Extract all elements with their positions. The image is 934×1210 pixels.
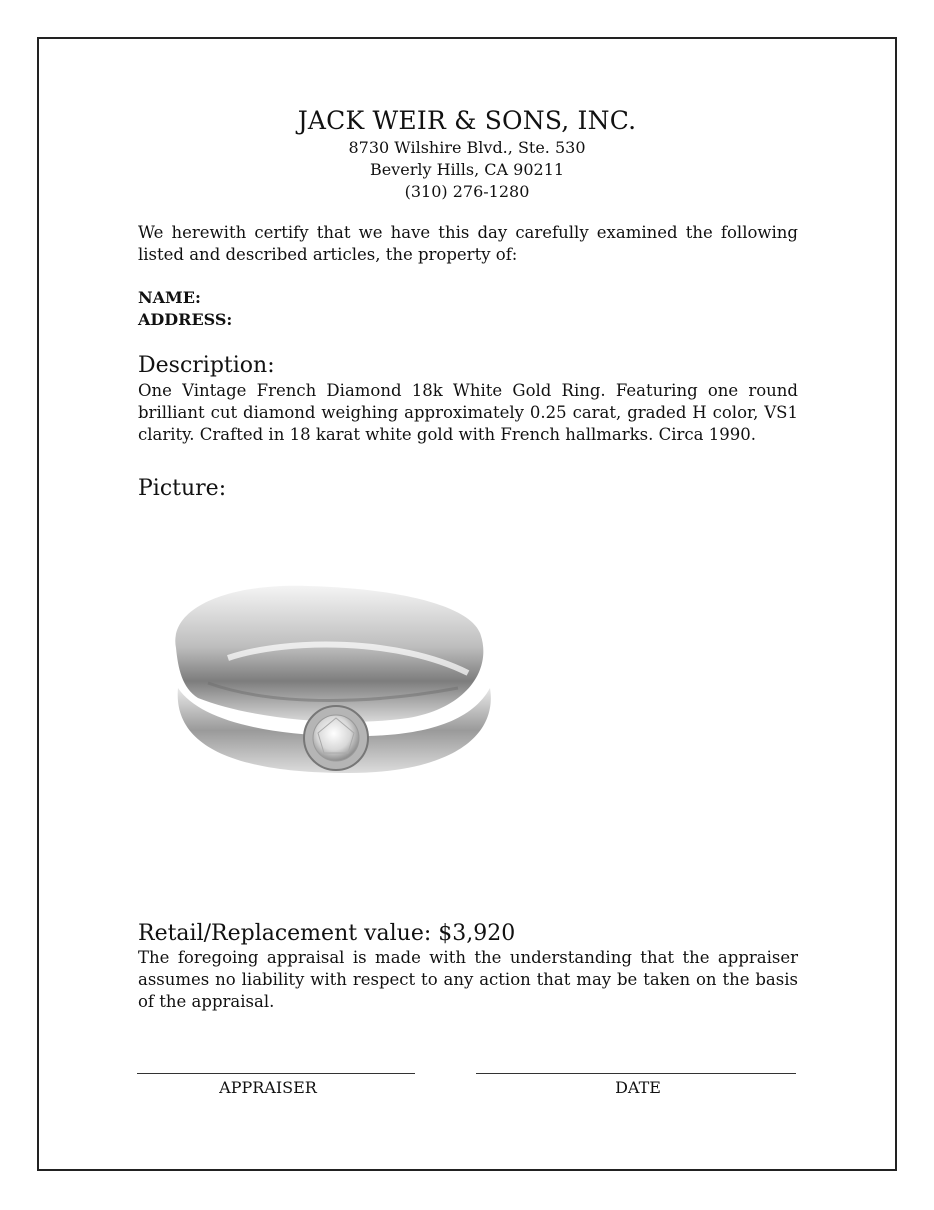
address-line-1: 8730 Wilshire Blvd., Ste. 530 bbox=[348, 138, 586, 157]
value-heading: Retail/Replacement value: $3,920 bbox=[138, 921, 516, 946]
description-heading: Description: bbox=[138, 353, 275, 378]
date-label: DATE bbox=[615, 1078, 661, 1097]
address-line-2: Beverly Hills, CA 90211 bbox=[369, 160, 565, 179]
date-signature-line bbox=[476, 1073, 796, 1074]
appraiser-label: APPRAISER bbox=[219, 1078, 317, 1097]
disclaimer-text: The foregoing appraisal is made with the understanding that the appraiser assumes no liability with respect to any action that may be taken on the basis of the appraisal. bbox=[138, 948, 798, 1011]
ring-photo bbox=[168, 578, 498, 778]
name-label: NAME: bbox=[138, 288, 201, 307]
phone-number: (310) 276-1280 bbox=[404, 182, 530, 201]
description-text: One Vintage French Diamond 18k White Gold Ring. Featuring one round brilliant cut diamond weighing approximately 0.25 carat, graded H color, VS1 clarity. Crafted in 18 karat white gold with French hallmarks. Circa 1990. bbox=[138, 381, 798, 444]
letterhead bbox=[0, 105, 934, 203]
certification-text: We herewith certify that we have this day carefully examined the following listed and described articles, the property of: bbox=[138, 223, 798, 264]
address-label: ADDRESS: bbox=[138, 310, 233, 329]
appraiser-signature-line bbox=[137, 1073, 415, 1074]
company-name: JACK WEIR & SONS, INC. bbox=[297, 106, 637, 135]
picture-heading: Picture: bbox=[138, 476, 227, 501]
